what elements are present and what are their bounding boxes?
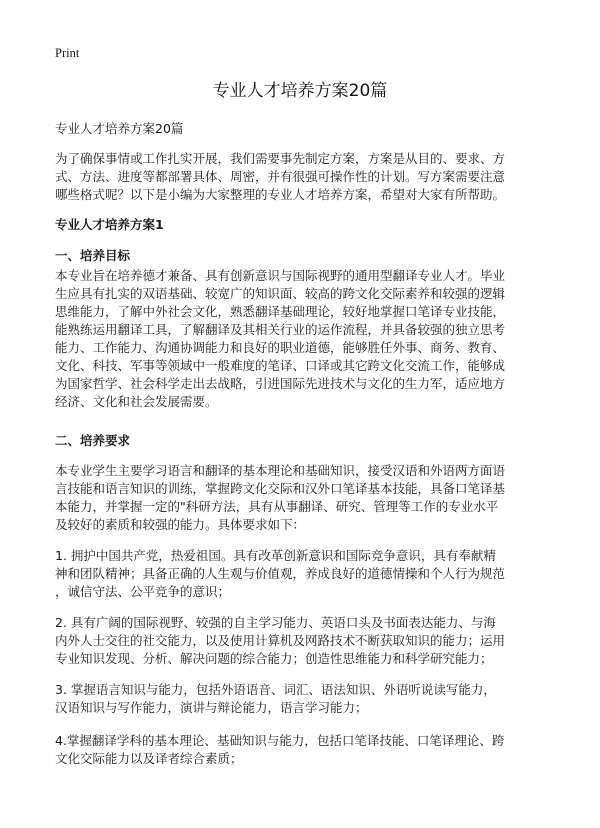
requirements-paragraph — [55, 462, 555, 534]
text-line: 2. 具有广阔的国际视野、较强的自主学习能力、英语口头及书面表达能力、与海 — [55, 615, 496, 630]
text-line: 本能力，并掌握一定的"科研方法，具有从事翻译、研究、管理等工作的专业水平 — [55, 499, 499, 514]
text-line: 文化交际能力以及译者综合素质； — [55, 751, 243, 766]
text-line: 为国家哲学、社会科学走出去战略，引进国际先进技术与文化的生力军，适应地方 — [55, 376, 506, 391]
text-line: 生应具有扎实的双语基础、较宽广的知识面、较高的跨文化交际素养和较强的逻辑 — [55, 286, 506, 301]
requirement-item-3 — [55, 681, 555, 717]
text-line: 能力、工作能力、沟通协调能力和良好的职业道德，能够胜任外事、商务、教育、 — [55, 340, 506, 355]
requirement-item-4 — [55, 732, 555, 768]
text-line: 为了确保事情或工作扎实开展，我们需要事先制定方案，方案是从目的、要求、方 — [55, 151, 506, 166]
text-line: ，诚信守法、公平竞争的意识； — [55, 584, 231, 599]
subtitle: 专业人才培养方案20篇 — [55, 121, 184, 136]
text-line: 及较好的素质和较强的能力。具体要求如下： — [55, 517, 306, 532]
requirement-item-2 — [55, 614, 555, 668]
text-line: 经济、文化和社会发展需要。 — [55, 394, 218, 409]
text-line: 1. 拥护中国共产党，热爱祖国。具有改革创新意识和国际竞争意识，具有奉献精 — [55, 548, 496, 563]
text-line: 内外人士交往的社交能力，以及使用计算机及网路技术不断获取知识的能力；运用 — [55, 633, 506, 648]
text-line: 哪些格式呢？以下是小编为大家整理的专业人才培养方案，希望对大家有所帮助。 — [55, 187, 506, 202]
text-line: 4.掌握翻译学科的基本理论、基础知识与能力，包括口笔译技能、口笔译理论、跨 — [55, 733, 505, 748]
text-line: 文化、科技、军事等领域中一般难度的笔译、口译或其它跨文化交流工作，能够成 — [55, 358, 506, 373]
heading-requirements: 二、培养要求 — [55, 433, 131, 448]
requirement-item-1 — [55, 547, 555, 601]
intro-paragraph — [55, 150, 555, 204]
page-title: 专业人才培养方案20篇 — [212, 81, 388, 101]
text-line: 言技能和语言知识的训练，掌握跨文化交际和汉外口笔译基本技能，具备口笔译基 — [55, 481, 506, 496]
text-line: 思维能力，了解中外社会文化，熟悉翻译基础理论，较好地掌握口笔译专业技能， — [55, 304, 506, 319]
section-title: 专业人才培养方案1 — [55, 217, 164, 232]
text-line: 本专业旨在培养德才兼备、具有创新意识与国际视野的通用型翻译专业人才。毕业 — [55, 268, 506, 283]
text-line: 汉语知识与写作能力，演讲与辩论能力，语言学习能力； — [55, 700, 368, 715]
text-line: 式、方法、进度等都部署具体、周密，并有很强可操作性的计划。写方案需要注意 — [55, 169, 506, 184]
print-link[interactable]: Print — [55, 46, 80, 60]
heading-goal: 一、培养目标 — [55, 248, 131, 263]
text-line: 神和团队精神；具备正确的人生观与价值观，养成良好的道德情操和个人行为规范 — [55, 566, 506, 581]
goal-paragraph — [55, 267, 555, 411]
text-line: 3. 掌握语言知识与能力，包括外语语音、词汇、语法知识、外语听说读写能力， — [55, 682, 496, 697]
text-line: 能熟练运用翻译工具，了解翻译及其相关行业的运作流程，并具备较强的独立思考 — [55, 322, 506, 337]
text-line: 专业知识发现、分析、解决问题的综合能力；创造性思维能力和科学研究能力； — [55, 651, 493, 666]
text-line: 本专业学生主要学习语言和翻译的基本理论和基础知识，接受汉语和外语两方面语 — [55, 463, 506, 478]
